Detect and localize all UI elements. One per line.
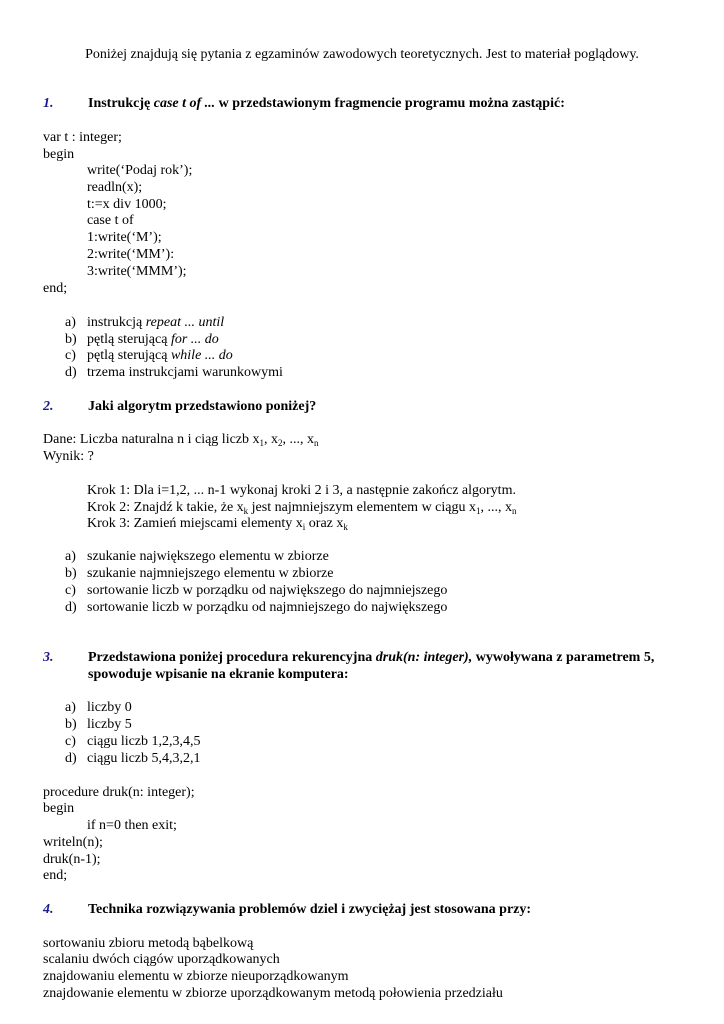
q3-code-line: writeln(n); <box>43 835 103 850</box>
q2-step-2: Krok 2: Znajdź k takie, że $x_k$ jest najmniejszym elementem w ciągu $x_1$, ..., $x_n$ <box>87 500 517 516</box>
q1-code-line: 1:write(‘M’); <box>87 230 162 245</box>
q1-code-line: 3:write(‘MMM’); <box>87 264 187 279</box>
q1-code-line: t:=x div 1000; <box>87 197 167 212</box>
document-page: Poniżej znajdują się pytania z egzaminów zawodowych teoretycznych. Jest to materiał poglądowy. 1. Instrukcję case t of ... w przedstawionym fragmencie programu można zastąpić: var t : integer; begin write(‘Podaj rok’); readln(x); t:=x div 1000; case t of 1:write(‘M’); 2:write(‘MM’): 3:write(‘MMM’); end; a) instrukcją repeat ... until b) pętlą sterującą for ... do c) pętlą sterującą while ... do d) trzema instrukcjami warunkowymi 2. Jaki algorytm przedstawiono poniżej? Dane: Liczba naturalna n i ciąg liczb $x_1$, $x_2$, ..., $x_n$ Wynik: ? Krok 1: Dla i=1,2, ... n-1 wykonaj kroki 2 i 3, a następnie zakończ algorytm. Krok 2: Znajdź k takie, że $x_k$ jest najmniejszym elementem w ciągu $x_1$, ..., $x_n$ Krok 3: Zamień miejscami elementy $x_i$ oraz $x_k$ a) szukanie największego elementu w zbiorze b) szukanie najmniejszego elementu w zbiorze c) sortowanie liczb w porządku od największego do najmniejszego d) sortowanie liczb w porządku od najmniejszego do największego 3. Przedstawiona poniżej procedura rekurencyjna druk(n: integer), wywoływana z parametrem 5, spowoduje wpisanie na ekranie komputera: a) liczby 0 b) liczby 5 c) ciągu liczb 1,2,3,4,5 d) ciągu liczb 5,4,3,2,1 procedure druk(n: integer); begin if n=0 then exit; writeln(n); druk(n-1); end; 4. Technika rozwiązywania problemów dziel i zwyciężaj jest stosowana przy: sortowaniu zbioru metodą bąbelkową scalaniu dwóch ciągów uporządkowanych znajdowaniu elementu w zbiorze nieuporządkowanym znajdowanie elementu w zbiorze uporządkowanym metodą połowienia przedziału <box>0 0 724 1024</box>
q1-code-line: var t : integer; <box>43 130 122 145</box>
q4-option: znajdowaniu elementu w zbiorze nieuporządkowanym <box>43 969 349 984</box>
q4-option: znajdowanie elementu w zbiorze uporządkowanym metodą połowienia przedziału <box>43 986 503 1001</box>
q2-step-3: Krok 3: Zamień miejscami elementy $x_i$ oraz $x_k$ <box>87 516 348 532</box>
q3-code-line: end; <box>43 868 68 883</box>
q1-code-line: 2:write(‘MM’): <box>87 247 175 262</box>
q2-step-1: Krok 1: Dla i=1,2, ... n-1 wykonaj kroki 2 i 3, a następnie zakończ algorytm. <box>87 483 516 498</box>
question-1-number: 1. <box>43 96 54 111</box>
q3-code-line: begin <box>43 801 75 816</box>
q3-code-line: druk(n-1); <box>43 852 101 867</box>
q2-given-line: Dane: Liczba naturalna n i ciąg liczb $x_1$, $x_2$, ..., $x_n$ <box>43 432 319 448</box>
q4-option: sortowaniu zbioru metodą bąbelkową <box>43 936 254 951</box>
question-4-title: Technika rozwiązywania problemów dziel i zwyciężaj jest stosowana przy: <box>88 902 532 917</box>
q1-code-line: begin <box>43 147 75 162</box>
q1-code-line: case t of <box>87 213 134 228</box>
q2-result-line: Wynik: ? <box>43 449 94 464</box>
question-3-number: 3. <box>43 650 54 665</box>
question-1-title: Instrukcję case t of ... w przedstawionym fragmencie programu można zastąpić: <box>88 96 565 111</box>
question-2-number: 2. <box>43 399 54 414</box>
question-2-title: Jaki algorytm przedstawiono poniżej? <box>88 399 317 414</box>
q3-code-line: if n=0 then exit; <box>87 818 177 833</box>
q4-option: scalaniu dwóch ciągów uporządkowanych <box>43 952 280 967</box>
intro-text: Poniżej znajdują się pytania z egzaminów zawodowych teoretycznych. Jest to materiał poglądowy. <box>85 47 639 62</box>
question-3-title: Przedstawiona poniżej procedura rekurencyjna druk(n: integer), wywoływana z parametrem 5, spowoduje wpisanie na ekranie komputera: <box>88 650 655 682</box>
q1-code-line: readln(x); <box>87 180 143 195</box>
q1-code-line: end; <box>43 281 68 296</box>
question-4-number: 4. <box>43 902 54 917</box>
q1-code-line: write(‘Podaj rok’); <box>87 163 193 178</box>
q3-code-line: procedure druk(n: integer); <box>43 785 195 800</box>
